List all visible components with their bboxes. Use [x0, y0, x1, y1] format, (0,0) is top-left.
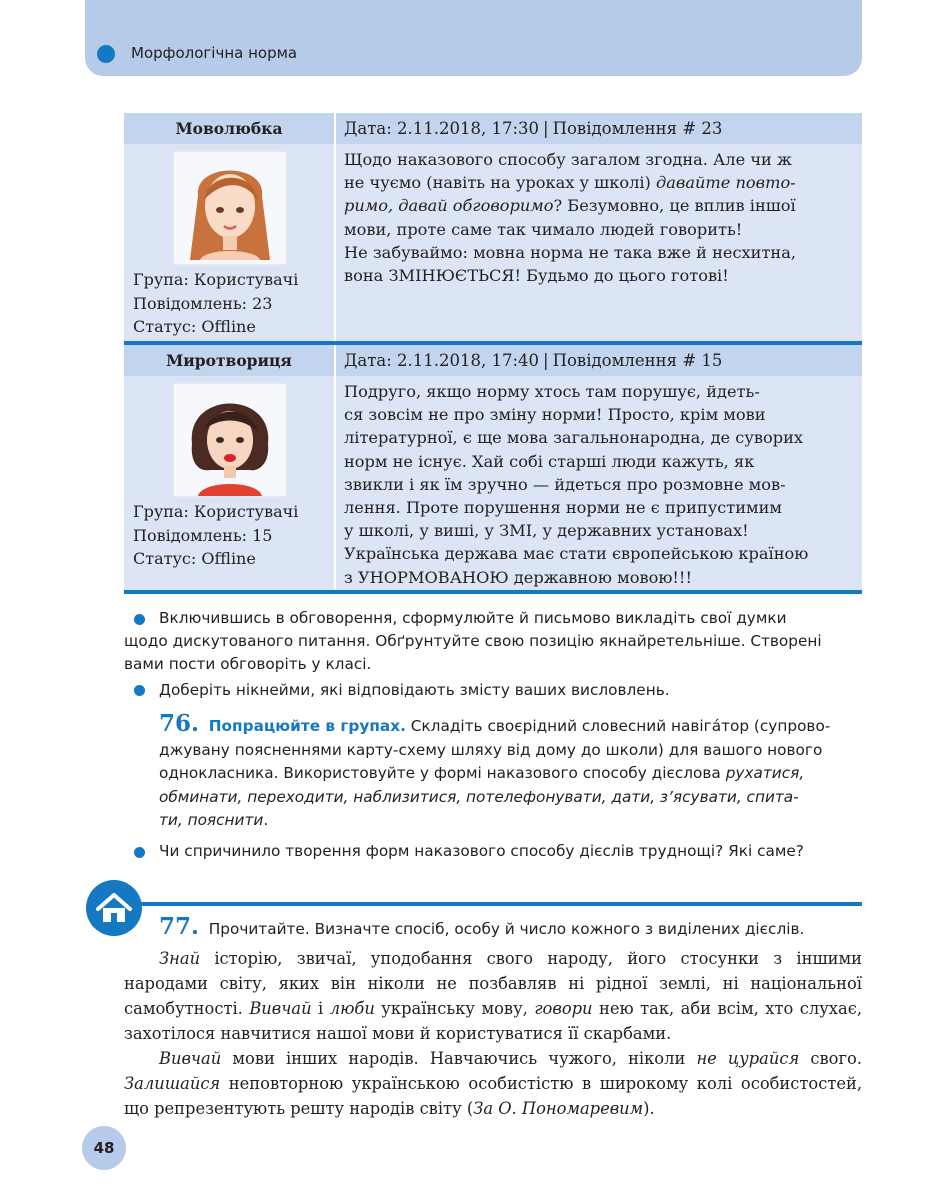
- section-title: Морфологічна норма: [131, 44, 298, 62]
- author-status: Статус: Offline: [133, 549, 256, 568]
- task-bullet-2: Доберіть нікнейми, які відповідають змісту ваших висловлень.: [159, 681, 670, 699]
- task-bullet-3: Чи спричинило творення форм наказового способу дієслів труднощі? Які саме?: [159, 842, 804, 860]
- post-line: мови, проте саме так чимало людей говорить!: [344, 219, 743, 239]
- post-author-panel: [124, 376, 334, 590]
- author-status: Статус: Offline: [133, 317, 256, 336]
- header-bullet-icon: [97, 45, 115, 63]
- meta-separator: |: [543, 119, 549, 138]
- post-line: римо, давай обговоримо? Безумовно, це вплив іншої: [344, 196, 796, 216]
- post-line: з УНОРМОВАНОЮ державною мовою!!!: [344, 567, 692, 587]
- post-line: лення. Проте порушення норми не є припустимим: [344, 498, 783, 518]
- post-line: звикли і як їм зручно — йдеться про розмовне мов-: [344, 474, 786, 494]
- post-author-panel: [124, 144, 334, 341]
- post-meta: [334, 345, 862, 376]
- bullet-icon: [134, 685, 145, 696]
- author-post-count: Повідомлень: 15: [133, 525, 273, 545]
- author-group: Група: Користувачі: [133, 270, 299, 289]
- post-text: [334, 144, 862, 341]
- post-date: Дата: 2.11.2018, 17:40: [344, 351, 540, 370]
- page-number: 48: [82, 1126, 126, 1170]
- post-line: вона ЗМІНЮЄТЬСЯ! Будьмо до цього готові!: [344, 266, 729, 286]
- post-meta: [334, 113, 862, 144]
- task-bullet-1: Включившись в обговорення, сформулюйте й письмово викладіть свої думки щодо дискутованого питання. Обґрунтуйте свою позицію якнайретельніше. Створені вами пости обговоріть у класі.: [124, 609, 822, 673]
- post-line: Щодо наказового способу загалом згодна. Але чи ж: [344, 150, 792, 169]
- author-group: Група: Користувачі: [133, 502, 299, 521]
- avatar-girl-bob-hair-icon: [174, 384, 286, 496]
- post-divider: [124, 590, 862, 594]
- header-band: [85, 0, 862, 76]
- post-message-number: Повідомлення # 15: [552, 351, 723, 370]
- meta-separator: |: [543, 351, 549, 370]
- post-nickname: Миротвориця: [124, 345, 334, 376]
- forum-post: [124, 345, 862, 594]
- avatar-girl-long-hair-icon: [174, 152, 286, 264]
- avatar: [173, 383, 287, 497]
- exercise-number: 76.: [159, 710, 200, 737]
- author-post-count: Повідомлень: 23: [133, 293, 273, 313]
- reading-paragraph-1: Знай історію, звичаї, уподобання свого народу, його стосунки з іншими народами світу, яких він ніколи не позбавляв ні рідної землі, ні національної самобутності. Вивчай і люби українську мову, говори нею так, аби всім, хто слухає, захотілося навчитися нашої мови й користуватися її скарбами.: [124, 949, 862, 1043]
- post-line: ся зовсім не про зміну норми! Просто, крім мови: [344, 405, 766, 425]
- post-line: норм не існує. Хай собі старші люди кажуть, як: [344, 451, 755, 471]
- avatar: [173, 151, 287, 265]
- home-icon: [86, 880, 142, 936]
- forum-thread: [124, 113, 862, 594]
- post-message-number: Повідомлення # 23: [552, 119, 723, 138]
- exercise-lead: Попрацюйте в групах.: [208, 717, 406, 735]
- post-line: не чуємо (навіть на уроках у школі) давайте повто-: [344, 173, 796, 193]
- post-line: Українська держава має стати європейською країною: [344, 544, 809, 564]
- post-line: Не забуваймо: мовна норма не така вже й несхитна,: [344, 242, 796, 262]
- section-divider: [140, 902, 862, 906]
- post-line: у школі, у виші, у ЗМІ, у державних установах!: [344, 521, 749, 541]
- post-date: Дата: 2.11.2018, 17:30: [344, 119, 540, 138]
- post-line: літературної, є ще мова загальнонародна, де суворих: [344, 428, 803, 448]
- exercise-number: 77.: [159, 913, 200, 940]
- forum-post: [124, 113, 862, 345]
- exercise-76: 76. Попрацюйте в групах. Складіть своєрідний словесний навіга́тор (супрово- джувану поясненнями карту-схему шляху від дому до школи) для вашого нового однокласника. Використовуйте у формі наказового способу дієслова рухатися, обминати, переходити, наблизитися, потелефонувати, дати, з’ясувати, спита- ти, пояснити.: [159, 710, 831, 829]
- bullet-icon: [134, 847, 145, 858]
- exercise-77-task: 77. Прочитайте. Визначте спосіб, особу й число кожного з виділених дієслів.: [159, 913, 805, 940]
- post-nickname: Моволюбка: [124, 113, 334, 144]
- reading-paragraph-2: Вивчай мови інших народів. Навчаючись чужого, ніколи не цурайся свого. Залишайся неповторною українською особистістю в широкому колі особистостей, що репрезентують решту народів світу (За О. Пономаревим).: [124, 1049, 862, 1118]
- post-text: [334, 376, 862, 590]
- post-line: Подруго, якщо норму хтось там порушує, йдеть-: [344, 382, 760, 401]
